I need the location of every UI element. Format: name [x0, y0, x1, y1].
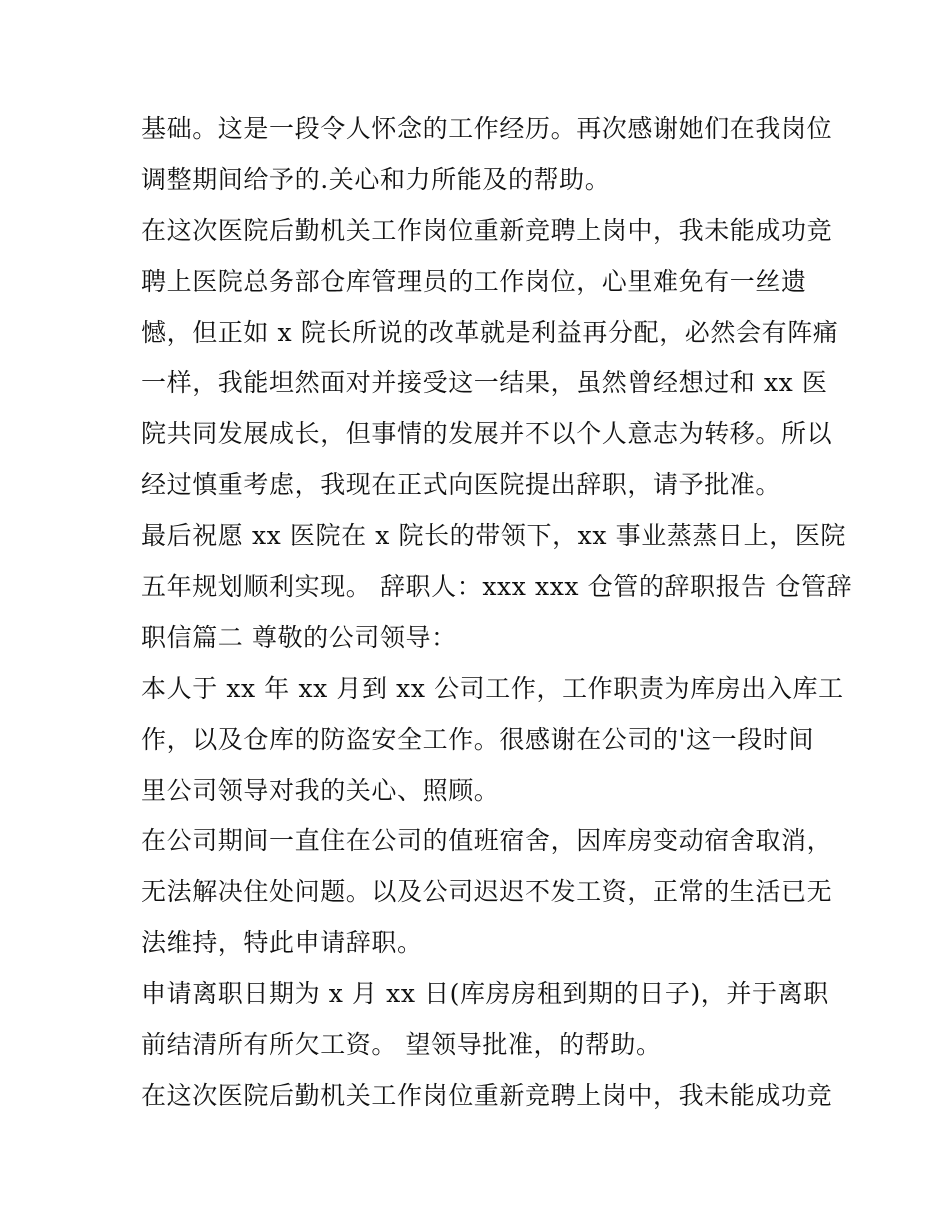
text-line: 本人于 xx 年 xx 月到 xx 公司工作，工作职责为库房出入库工: [141, 673, 844, 703]
text-line: 五年规划顺利实现。 辞职人：xxx xxx 仓管的辞职报告 仓管辞: [141, 572, 853, 602]
text-line: 作，以及仓库的防盗安全工作。很感谢在公司的'这一段时间: [141, 724, 815, 754]
text-line: 在这次医院后勤机关工作岗位重新竞聘上岗中，我未能成功竞: [141, 1080, 833, 1110]
text-line: 申请离职日期为 x 月 xx 日(库房房租到期的日子)，并于离职: [141, 979, 829, 1009]
text-line: 院共同发展成长，但事情的发展并不以个人意志为转移。所以: [141, 419, 833, 449]
text-line: 憾，但正如 x 院长所说的改革就是利益再分配，必然会有阵痛: [141, 317, 839, 347]
text-line: 经过慎重考虑，我现在正式向医院提出辞职，请予批准。: [141, 470, 782, 500]
text-line: 基础。这是一段令人怀念的工作经历。再次感谢她们在我岗位: [141, 114, 833, 143]
text-line: 在这次医院后勤机关工作岗位重新竞聘上岗中，我未能成功竞: [141, 215, 833, 245]
text-line: 调整期间给予的.关心和力所能及的帮助。: [141, 164, 611, 194]
text-line: 聘上医院总务部仓库管理员的工作岗位，心里难免有一丝遗: [141, 266, 807, 296]
text-line: 一样，我能坦然面对并接受这一结果，虽然曾经想过和 xx 医: [141, 368, 828, 398]
document-body: [141, 104, 853, 1122]
text-line: 无法解决住处问题。以及公司迟迟不发工资，正常的生活已无: [141, 877, 833, 907]
text-line: 在公司期间一直住在公司的值班宿舍，因库房变动宿舍取消，: [141, 826, 833, 856]
text-line: 里公司领导对我的关心、照顾。: [141, 775, 500, 805]
text-line: 前结清所有所欠工资。 望领导批准，的帮助。: [141, 1030, 662, 1060]
text-line: 法维持，特此申请辞职。: [141, 928, 423, 958]
text-line: 职信篇二 尊敬的公司领导：: [141, 622, 457, 652]
text-line: 最后祝愿 xx 医院在 x 院长的带领下，xx 事业蒸蒸日上，医院: [141, 521, 847, 551]
